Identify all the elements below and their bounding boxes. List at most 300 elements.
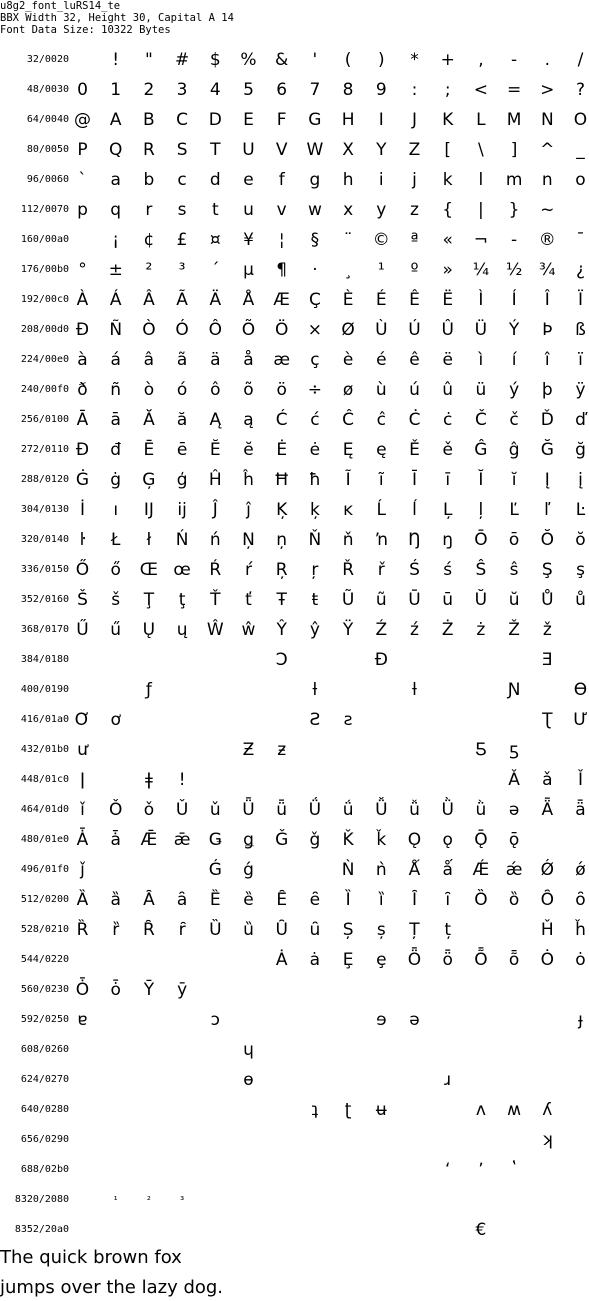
- glyph-cell: Ĩ: [345, 470, 351, 490]
- glyph-row: [0, 1185, 589, 1215]
- glyph-cell: i: [378, 170, 384, 190]
- glyph-cell: ș: [376, 920, 386, 940]
- glyph-cell: Ȫ: [407, 950, 422, 970]
- glyph-cell: Ž: [508, 620, 520, 640]
- glyph-cell: ,: [478, 50, 484, 70]
- glyph-cell: Ǻ: [408, 860, 421, 880]
- glyph-row: [0, 525, 589, 555]
- glyph-cell: þ: [541, 380, 553, 400]
- glyph-cell: ₃: [180, 1192, 185, 1203]
- glyph-cell: Ĥ: [208, 470, 222, 490]
- glyph-cell: Ţ: [143, 590, 155, 610]
- glyph-cell: Ǝ: [541, 650, 553, 670]
- glyph-row: [0, 285, 589, 315]
- glyph-cell: 5: [243, 80, 254, 100]
- glyph-cell: Q: [108, 140, 123, 160]
- row-codepoint-label: 48/0030: [26, 84, 69, 95]
- glyph-cell: ½: [505, 260, 523, 280]
- glyph-cell: ð: [77, 380, 88, 400]
- glyph-cell: đ: [110, 440, 122, 460]
- glyph-cell: Ȃ: [143, 890, 155, 910]
- glyph-cell: Ǔ: [175, 800, 189, 820]
- glyph-cell: 1: [110, 80, 122, 100]
- glyph-cell: ū: [442, 590, 454, 610]
- glyph-cell: ı: [113, 500, 119, 520]
- glyph-cell: 2: [143, 80, 155, 100]
- sample-text-line-1: The quick brown fox: [0, 1247, 182, 1268]
- row-codepoint-label: 96/0060: [26, 174, 69, 185]
- glyph-cell: ɟ: [578, 1010, 583, 1030]
- glyph-cell: Ç: [308, 290, 321, 310]
- glyph-cell: ǂ: [144, 770, 153, 790]
- glyph-cell: ğ: [575, 440, 586, 460]
- glyph-cell: ĕ: [243, 440, 254, 460]
- glyph-cell: ʼ: [478, 1160, 484, 1180]
- glyph-cell: .: [544, 50, 550, 70]
- glyph-cell: Ȩ: [342, 950, 354, 970]
- glyph-row: [0, 165, 589, 195]
- glyph-cell: +: [440, 50, 455, 70]
- glyph-cell: á: [110, 350, 121, 370]
- glyph-row: [0, 375, 589, 405]
- glyph-cell: Ċ: [408, 410, 421, 430]
- glyph-cell: Ȁ: [76, 890, 89, 910]
- glyph-row: [0, 195, 589, 225]
- glyph-cell: o: [575, 170, 586, 190]
- glyph-cell: Œ: [139, 560, 158, 580]
- glyph-cell: V: [275, 140, 288, 160]
- glyph-cell: ě: [442, 440, 453, 460]
- glyph-cell: G: [308, 110, 322, 130]
- glyph-row: [0, 435, 589, 465]
- glyph-cell: ȏ: [575, 890, 586, 910]
- row-codepoint-label: 608/0260: [20, 1044, 69, 1055]
- glyph-cell: s: [177, 200, 187, 220]
- glyph-cell: Þ: [542, 320, 553, 340]
- row-codepoint-label: 512/0200: [20, 894, 69, 905]
- glyph-cell: O: [573, 110, 588, 130]
- glyph-cell: ş: [576, 560, 585, 580]
- glyph-cell: Ô: [208, 320, 222, 340]
- glyph-cell: ǚ: [409, 800, 420, 820]
- glyph-cell: ǖ: [276, 800, 288, 820]
- glyph-cell: ʞ: [541, 1130, 553, 1150]
- glyph-cell: P: [77, 140, 88, 160]
- glyph-row: [0, 255, 589, 285]
- glyph-cell: Ȕ: [209, 920, 222, 940]
- glyph-cell: ă: [176, 410, 188, 430]
- row-codepoint-label: 592/0250: [20, 1014, 69, 1025]
- glyph-cell: _: [576, 140, 585, 160]
- glyph-cell: ů: [575, 590, 586, 610]
- glyph-cell: ĩ: [378, 470, 384, 490]
- glyph-cell: č: [509, 410, 519, 430]
- glyph-cell: Å: [242, 290, 255, 310]
- glyph-cell: ¦: [278, 230, 285, 250]
- glyph-cell: h: [342, 170, 354, 190]
- row-codepoint-label: 208/00d0: [20, 324, 69, 335]
- glyph-cell: Ǧ: [275, 830, 289, 850]
- glyph-cell: Ȅ: [209, 890, 221, 910]
- glyph-cell: W: [306, 140, 324, 160]
- glyph-cell: Ĺ: [376, 500, 387, 520]
- glyph-row: [0, 585, 589, 615]
- glyph-cell: ¨: [343, 230, 353, 250]
- glyph-cell: ¯: [576, 230, 585, 250]
- glyph-cell: Ȋ: [411, 890, 417, 910]
- glyph-cell: u: [243, 200, 254, 220]
- glyph-cell: ĸ: [343, 500, 354, 520]
- glyph-cell: S: [176, 140, 188, 160]
- row-codepoint-label: 240/00f0: [20, 384, 69, 395]
- glyph-cell: §: [310, 230, 320, 250]
- glyph-cell: Š: [77, 590, 88, 610]
- glyph-cell: H: [341, 110, 355, 130]
- glyph-row: [0, 225, 589, 255]
- glyph-row: [0, 765, 589, 795]
- glyph-cell: ǭ: [508, 830, 520, 850]
- glyph-cell: ǵ: [243, 860, 254, 880]
- glyph-cell: Ş: [541, 560, 553, 580]
- glyph-cell: c: [177, 170, 187, 190]
- glyph-cell: ë: [442, 350, 453, 370]
- glyph-cell: ķ: [309, 500, 320, 520]
- glyph-cell: ç: [310, 350, 320, 370]
- glyph-cell: D: [208, 110, 222, 130]
- glyph-cell: ŋ: [442, 530, 454, 550]
- glyph-cell: ē: [176, 440, 188, 460]
- glyph-row: [0, 1155, 589, 1185]
- glyph-cell: ": [144, 50, 153, 70]
- glyph-cell: è: [342, 350, 354, 370]
- glyph-cell: Ġ: [75, 470, 90, 490]
- glyph-cell: Į: [544, 470, 550, 490]
- glyph-cell: ȋ: [445, 890, 451, 910]
- glyph-cell: d: [209, 170, 221, 190]
- glyph-cell: ǃ: [179, 770, 185, 790]
- glyph-cell: ľ: [544, 500, 551, 520]
- glyph-cell: ȁ: [110, 890, 121, 910]
- glyph-cell: ģ: [176, 470, 188, 490]
- glyph-cell: ţ: [178, 590, 186, 610]
- glyph-cell: ¢: [143, 230, 155, 250]
- glyph-cell: -: [511, 50, 518, 70]
- glyph-cell: \: [478, 140, 484, 160]
- glyph-cell: œ: [173, 560, 191, 580]
- glyph-cell: ņ: [276, 530, 288, 550]
- glyph-row: [0, 915, 589, 945]
- glyph-cell: ą: [243, 410, 254, 430]
- glyph-cell: ǣ: [173, 830, 191, 850]
- glyph-cell: Ć: [275, 410, 288, 430]
- glyph-cell: [66, 45, 99, 75]
- glyph-cell: Ǿ: [540, 860, 554, 880]
- glyph-cell: z: [410, 200, 419, 220]
- glyph-cell: ê: [409, 350, 420, 370]
- glyph-cell: ŵ: [241, 620, 256, 640]
- glyph-cell: ǰ: [80, 860, 85, 880]
- glyph-cell: ė: [309, 440, 321, 460]
- glyph-cell: l: [478, 170, 484, 190]
- glyph-cell: Ð: [75, 320, 90, 340]
- glyph-cell: ¥: [243, 230, 254, 250]
- glyph-cell: Î: [544, 290, 550, 310]
- glyph-cell: õ: [243, 380, 254, 400]
- glyph-cell: I: [378, 110, 384, 130]
- glyph-cell: ŧ: [311, 590, 319, 610]
- glyph-cell: Ȇ: [276, 890, 288, 910]
- row-codepoint-label: 8320/2080: [14, 1194, 69, 1205]
- glyph-cell: ƶ: [277, 740, 287, 760]
- glyph-cell: ā: [110, 410, 121, 430]
- glyph-cell: Ö: [274, 320, 289, 340]
- glyph-cell: ű: [110, 620, 122, 640]
- glyph-cell: ¿: [575, 260, 586, 280]
- glyph-cell: š: [111, 590, 121, 610]
- glyph-cell: ȭ: [508, 950, 520, 970]
- row-codepoint-label: 192/00c0: [20, 294, 69, 305]
- glyph-cell: ư: [77, 740, 88, 760]
- glyph-cell: ': [312, 50, 318, 70]
- glyph-cell: Ķ: [276, 500, 288, 520]
- row-codepoint-label: 32/0020: [26, 54, 69, 65]
- glyph-cell: Ŷ: [276, 620, 287, 640]
- row-codepoint-label: 336/0150: [20, 564, 69, 575]
- glyph-row: [0, 1035, 589, 1065]
- glyph-cell: ×: [307, 320, 323, 340]
- row-codepoint-label: 176/00b0: [20, 264, 69, 275]
- glyph-cell: ): [377, 50, 385, 70]
- row-codepoint-label: 656/0290: [20, 1134, 69, 1145]
- glyph-cell: ȃ: [176, 890, 188, 910]
- glyph-cell: É: [375, 290, 387, 310]
- glyph-cell: ȩ: [376, 950, 387, 970]
- glyph-cell: Ȱ: [75, 980, 90, 1000]
- glyph-cell: »: [442, 260, 453, 280]
- glyph-cell: ^: [540, 140, 555, 160]
- glyph-cell: ǹ: [375, 860, 387, 880]
- glyph-cell: Ħ: [273, 470, 290, 490]
- glyph-cell: Ǜ: [441, 800, 454, 820]
- glyph-cell: K: [442, 110, 454, 130]
- glyph-cell: ²: [145, 260, 153, 280]
- glyph-cell: ę: [376, 440, 387, 460]
- glyph-cell: €: [475, 1220, 487, 1240]
- glyph-cell: ǽ: [505, 860, 523, 880]
- glyph-cell: 8: [342, 80, 354, 100]
- glyph-cell: ƽ: [509, 740, 519, 760]
- glyph-cell: Ĭ: [478, 470, 484, 490]
- glyph-cell: ¸: [343, 260, 353, 280]
- glyph-cell: ʌ: [475, 1100, 486, 1120]
- glyph-cell: £: [176, 230, 188, 250]
- glyph-cell: ǎ: [542, 770, 553, 790]
- glyph-cell: Ű: [76, 620, 89, 640]
- glyph-cell: Ğ: [540, 440, 554, 460]
- glyph-cell: Ǥ: [208, 830, 222, 850]
- glyph-cell: Ļ: [442, 500, 453, 520]
- glyph-cell: Ø: [341, 320, 355, 340]
- glyph-cell: r: [145, 200, 153, 220]
- glyph-cell: ʻ: [444, 1160, 451, 1180]
- glyph-cell: ȇ: [309, 890, 321, 910]
- row-codepoint-label: 224/00e0: [20, 354, 69, 365]
- glyph-row: [0, 645, 589, 675]
- row-codepoint-label: 528/0210: [20, 924, 69, 935]
- glyph-cell: Ɖ: [374, 650, 388, 670]
- glyph-cell: Ņ: [242, 530, 255, 550]
- glyph-cell: Ł: [110, 530, 121, 550]
- glyph-cell: w: [307, 200, 322, 220]
- glyph-cell: ț: [444, 920, 452, 940]
- glyph-cell: ±: [108, 260, 123, 280]
- glyph-cell: ī: [445, 470, 451, 490]
- glyph-cell: x: [343, 200, 354, 220]
- glyph-cell: Ʈ: [542, 710, 553, 730]
- glyph-cell: F: [276, 110, 287, 130]
- row-codepoint-label: 480/01e0: [20, 834, 69, 845]
- glyph-cell: å: [243, 350, 254, 370]
- glyph-cell: Ǘ: [308, 800, 322, 820]
- glyph-cell: ġ: [110, 470, 122, 490]
- glyph-cell: 7: [309, 80, 321, 100]
- glyph-cell: ȉ: [378, 890, 384, 910]
- glyph-cell: g: [309, 170, 321, 190]
- glyph-row: [0, 735, 589, 765]
- sample-text-line-2: jumps over the lazy dog.: [0, 1277, 224, 1298]
- glyph-cell: Ĕ: [209, 440, 221, 460]
- glyph-cell: *: [410, 50, 419, 70]
- row-codepoint-label: 368/0170: [20, 624, 69, 635]
- glyph-cell: Ù: [375, 320, 388, 340]
- glyph-cell: Ē: [143, 440, 155, 460]
- glyph-cell: Ư: [573, 710, 588, 730]
- row-codepoint-label: 112/0070: [20, 204, 69, 215]
- glyph-cell: à: [77, 350, 88, 370]
- glyph-cell: Ǐ: [577, 770, 583, 790]
- glyph-cell: ǡ: [110, 830, 121, 850]
- glyph-cell: Ɵ: [573, 680, 588, 700]
- row-codepoint-label: 320/0140: [20, 534, 69, 545]
- glyph-cell: Ǫ: [407, 830, 422, 850]
- glyph-cell: ǜ: [475, 800, 487, 820]
- glyph-cell: ¹: [377, 260, 385, 280]
- glyph-cell: E: [243, 110, 254, 130]
- glyph-cell: é: [376, 350, 387, 370]
- glyph-row: [0, 555, 589, 585]
- glyph-cell: ƚ: [412, 680, 417, 700]
- glyph-row: [0, 135, 589, 165]
- glyph-cell: ɥ: [243, 1040, 254, 1060]
- row-codepoint-label: 384/0180: [20, 654, 69, 665]
- glyph-cell: ŭ: [508, 590, 520, 610]
- glyph-cell: ³: [178, 260, 186, 280]
- glyph-cell: Ř: [342, 560, 354, 580]
- glyph-cell: ĭ: [511, 470, 517, 490]
- glyph-cell: v: [276, 200, 287, 220]
- glyph-cell: È: [342, 290, 354, 310]
- glyph-cell: Ȧ: [275, 950, 288, 970]
- glyph-cell: Ũ: [341, 590, 355, 610]
- glyph-cell: Ǵ: [208, 860, 222, 880]
- glyph-cell: ǒ: [143, 800, 155, 820]
- glyph-cell: Ŋ: [408, 530, 421, 550]
- glyph-cell: {: [442, 200, 454, 220]
- glyph-cell: Ș: [342, 920, 354, 940]
- row-codepoint-label: 272/0110: [20, 444, 69, 455]
- glyph-cell: Ȍ: [474, 890, 488, 910]
- glyph-cell: µ: [243, 260, 254, 280]
- glyph-cell: ž: [542, 620, 552, 640]
- glyph-row: [0, 855, 589, 885]
- glyph-cell: ¤: [209, 230, 221, 250]
- glyph-row: [0, 885, 589, 915]
- glyph-cell: ù: [375, 380, 387, 400]
- glyph-cell: ĺ: [412, 500, 417, 520]
- glyph-cell: Ǡ: [76, 830, 89, 850]
- row-codepoint-label: 464/01d0: [20, 804, 69, 815]
- glyph-cell: Ǽ: [472, 860, 490, 880]
- glyph-cell: $: [209, 50, 221, 70]
- glyph-cell: Ň: [308, 530, 322, 550]
- glyph-cell: J: [411, 110, 417, 130]
- glyph-cell: Ń: [175, 530, 189, 550]
- glyph-cell: Ȳ: [143, 980, 155, 1000]
- glyph-cell: ł: [146, 530, 152, 550]
- glyph-cell: ₁: [113, 1192, 118, 1203]
- glyph-cell: /: [577, 50, 584, 70]
- glyph-cell: Ȟ: [540, 920, 554, 940]
- glyph-cell: ɐ: [77, 1010, 88, 1030]
- glyph-cell: ȳ: [177, 980, 188, 1000]
- glyph-cell: Ī: [411, 470, 417, 490]
- glyph-cell: Ā: [76, 410, 89, 430]
- glyph-cell: Ɲ: [507, 680, 521, 700]
- glyph-cell: ĵ: [246, 500, 251, 520]
- glyph-cell: Ì: [478, 290, 484, 310]
- glyph-cell: ə: [409, 1010, 420, 1030]
- glyph-cell: ȅ: [243, 890, 254, 910]
- glyph-cell: ȓ: [178, 920, 186, 940]
- glyph-row: [0, 495, 589, 525]
- glyph-cell: ǫ: [442, 830, 453, 850]
- glyph-row: [0, 945, 589, 975]
- glyph-row: [0, 345, 589, 375]
- glyph-cell: â: [143, 350, 155, 370]
- glyph-cell: ø: [342, 380, 354, 400]
- glyph-cell: R: [142, 140, 155, 160]
- glyph-cell: ʈ: [344, 1100, 352, 1120]
- glyph-cell: ã: [176, 350, 188, 370]
- glyph-cell: ť: [245, 590, 252, 610]
- glyph-cell: ŕ: [245, 560, 252, 580]
- glyph-cell: ï: [578, 350, 583, 370]
- glyph-cell: ő: [110, 560, 121, 580]
- glyph-cell: C: [176, 110, 189, 130]
- glyph-cell: ȧ: [309, 950, 321, 970]
- glyph-cell: ©: [372, 230, 390, 250]
- glyph-cell: ö: [276, 380, 287, 400]
- glyph-cell: «: [442, 230, 453, 250]
- glyph-cell: ĝ: [508, 440, 520, 460]
- glyph-cell: ä: [210, 350, 221, 370]
- glyph-cell: ʇ: [311, 1100, 319, 1120]
- glyph-cell: ȗ: [309, 920, 321, 940]
- glyph-cell: ȯ: [575, 950, 586, 970]
- glyph-row: [0, 675, 589, 705]
- glyph-cell: Ő: [75, 560, 90, 580]
- glyph-cell: Ǎ: [508, 770, 520, 790]
